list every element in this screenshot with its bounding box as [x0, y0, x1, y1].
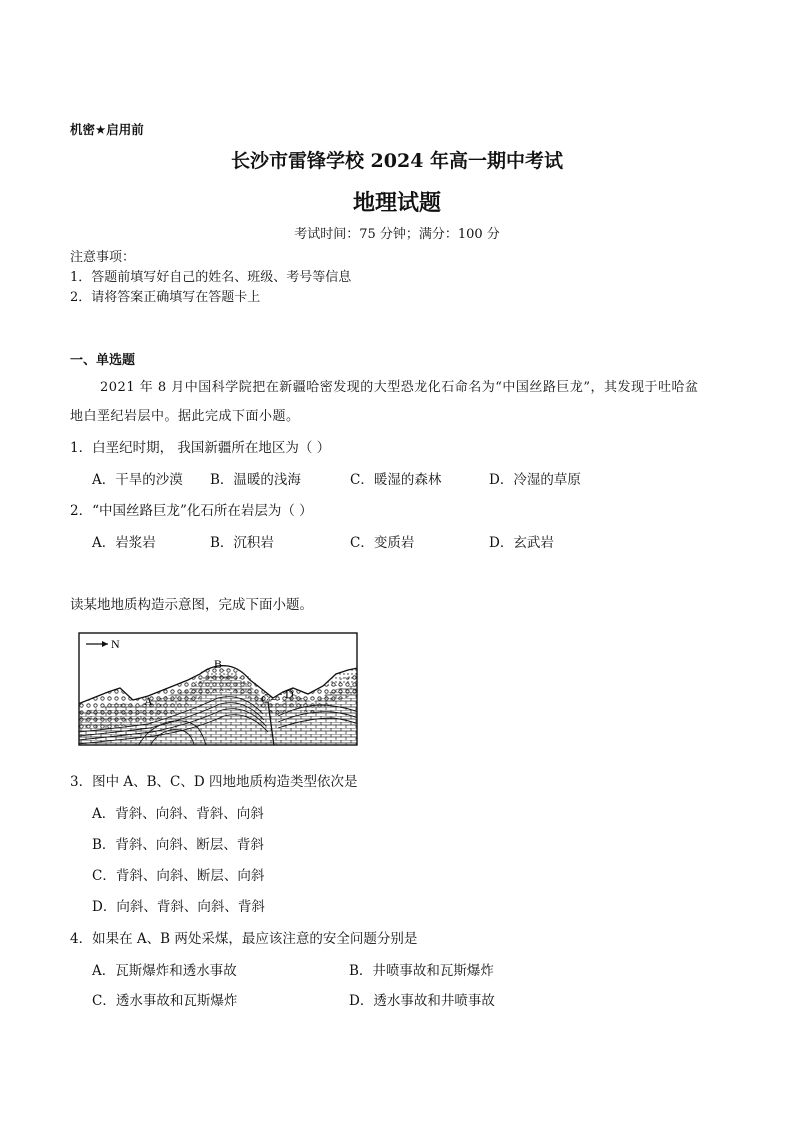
option-b: B．温暖的浅海 — [210, 472, 301, 488]
question-stem: 1．白垩纪时期， 我国新疆所在地区为（ ） — [70, 440, 331, 456]
exam-title: 长沙市雷锋学校 2024 年高一期中考试 — [230, 150, 564, 172]
option-b: B．井喷事故和瓦斯爆炸 — [349, 963, 494, 979]
north-label: N — [111, 637, 120, 651]
point-label-d: D — [285, 687, 294, 701]
option-c: C．暖湿的森林 — [350, 472, 442, 488]
option-a: A．干旱的沙漠 — [92, 472, 183, 488]
subject-title: 地理试题 — [352, 191, 441, 216]
notes-item: 1．答题前填写好自己的姓名、班级、考号等信息 — [70, 270, 352, 285]
exam-info: 考试时间：75 分钟；满分：100 分 — [294, 227, 500, 242]
point-label-c: C — [261, 692, 270, 706]
option-c: C．变质岩 — [350, 535, 415, 551]
option-b: B．沉积岩 — [210, 535, 274, 551]
option-b: B．背斜、向斜、断层、背斜 — [92, 837, 264, 853]
material-text-line: 地白垩纪岩层中。据此完成下面小题。 — [70, 409, 300, 424]
option-a: A．背斜、向斜、背斜、向斜 — [92, 806, 264, 822]
option-d: D．玄武岩 — [489, 535, 554, 551]
confidential-label: 机密★启用前 — [70, 122, 144, 137]
question-stem: 3．图中 A、B、C、D 四地地质构造类型依次是 — [70, 774, 358, 790]
option-c: C．透水事故和瓦斯爆炸 — [92, 993, 238, 1009]
option-a: A．岩浆岩 — [92, 535, 156, 551]
notes-heading: 注意事项： — [70, 250, 136, 265]
diagram-lead: 读某地地质构造示意图，完成下面小题。 — [70, 597, 313, 613]
question-stem: 4．如果在 A、B 两处采煤，最应该注意的安全问题分别是 — [70, 931, 418, 947]
material-text-line: 2021 年 8 月中国科学院把在新疆哈密发现的大型恐龙化石命名为“中国丝路巨龙”，其发现于吐哈盆 — [100, 380, 699, 395]
option-d: D．透水事故和井喷事故 — [349, 993, 495, 1009]
question-stem: 2．“中国丝路巨龙”化石所在岩层为（ ） — [70, 503, 313, 519]
option-a: A．瓦斯爆炸和透水事故 — [92, 963, 237, 979]
geologic-structure-diagram — [78, 632, 358, 746]
point-label-a: A — [144, 694, 153, 708]
option-d: D．冷湿的草原 — [489, 472, 581, 488]
option-d: D．向斜、背斜、向斜、背斜 — [92, 899, 265, 915]
notes-item: 2．请将答案正确填写在答题卡上 — [70, 290, 261, 305]
option-c: C．背斜、向斜、断层、向斜 — [92, 868, 265, 884]
point-label-b: B — [214, 657, 223, 671]
section-heading: 一、单选题 — [70, 353, 136, 368]
